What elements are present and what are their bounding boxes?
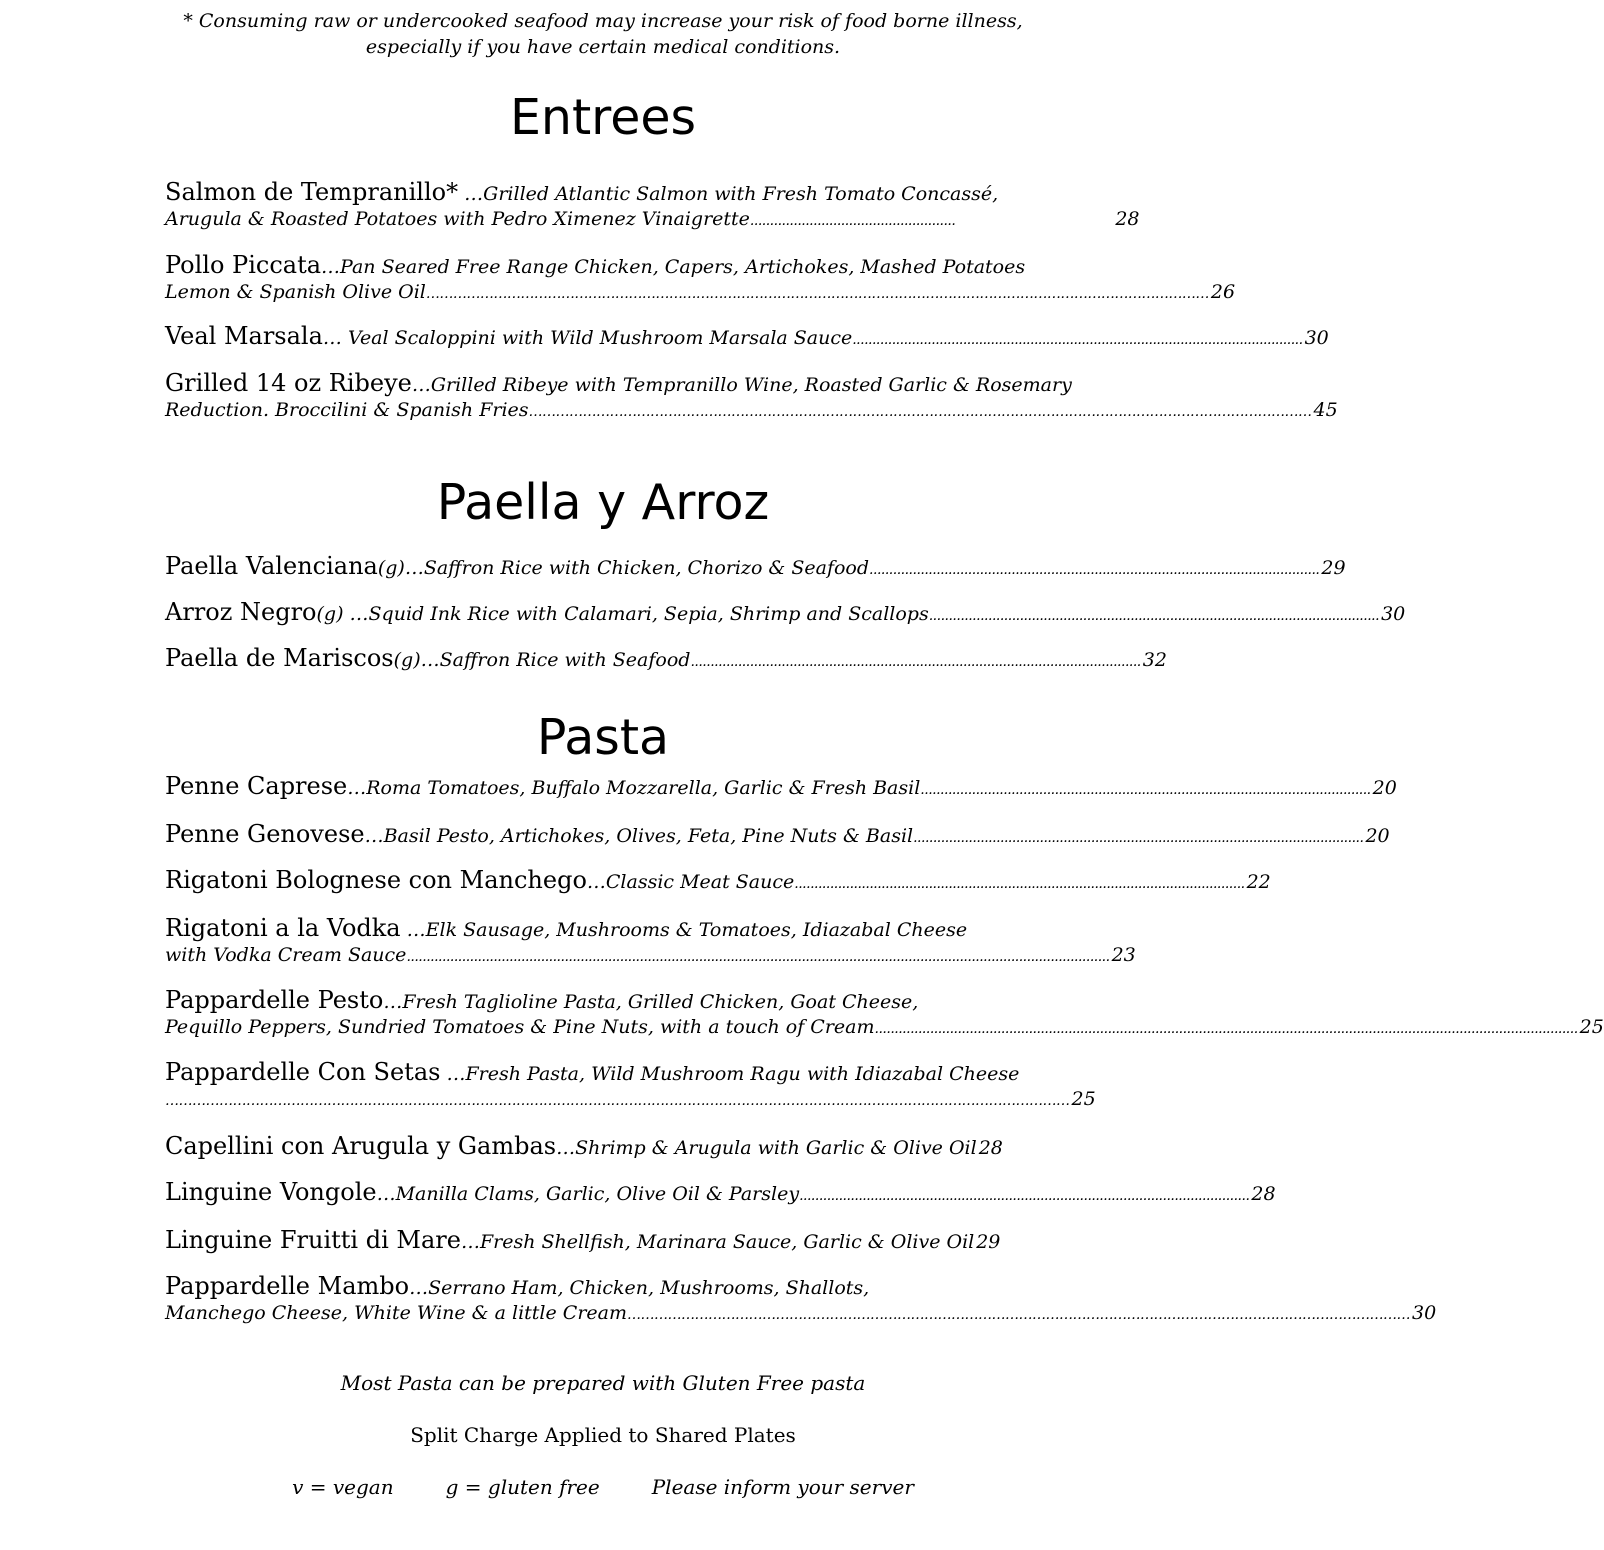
dot-leader: …………………………………………………………………………………………………………………………………………………………	[626, 1307, 1410, 1323]
item-description: (g)…Saffron Rice with Seafood	[393, 649, 691, 671]
menu-item	[165, 772, 1397, 806]
menu-item	[165, 322, 1329, 356]
dot-leader: ..................................................................................................................	[869, 562, 1320, 578]
item-description: (g) …Squid Ink Rice with Calamari, Sepia, Shrimp and Scallops	[316, 603, 929, 625]
item-description: …Elk Sausage, Mushrooms & Tomatoes, Idiazabal Cheese	[400, 919, 968, 941]
menu-item	[165, 178, 1140, 236]
item-description: …Grilled Ribeye with Tempranillo Wine, Roasted Garlic & Rosemary	[411, 374, 1072, 396]
item-name: Pollo Piccata	[165, 251, 322, 279]
dietary-legend	[0, 1474, 1206, 1500]
notice-line-2: especially if you have certain medical conditions.	[365, 36, 841, 58]
item-description: …Classic Meat Sauce	[586, 871, 795, 893]
item-description: …Shrimp & Arugula with Garlic & Olive Oil	[556, 1137, 977, 1159]
dot-leader: ..................................................................................................................	[928, 608, 1380, 624]
item-name: Paella de Mariscos	[165, 644, 394, 672]
legend-gluten-free: g = gluten free	[445, 1475, 600, 1499]
menu-item	[165, 986, 1604, 1044]
section-heading-entrees: Entrees	[509, 89, 697, 146]
item-name: Capellini con Arugula y Gambas	[165, 1132, 557, 1160]
item-price: 30	[1411, 1302, 1437, 1324]
item-price: 28	[1115, 208, 1140, 230]
item-name: Penne Caprese	[165, 772, 348, 800]
legend-inform-server: Please inform your server	[651, 1475, 914, 1499]
legend-vegan: v = vegan	[292, 1475, 394, 1499]
item-price: 25	[1579, 1016, 1604, 1038]
item-price: 28	[978, 1137, 1003, 1159]
dot-leader: ..................................................................................................................	[920, 782, 1371, 798]
dot-leader: ..................................................................................................................	[913, 830, 1364, 846]
item-price: 23	[1111, 944, 1136, 966]
item-price: 30	[1381, 603, 1406, 625]
item-price: 30	[1304, 327, 1329, 349]
section-heading-pasta: Pasta	[536, 709, 670, 766]
item-description: …Serrano Ham, Chicken, Mushrooms, Shallots,	[409, 1277, 870, 1299]
dot-leader: ..................................................................................................................................................................................	[874, 1021, 1578, 1037]
item-name: Arroz Negro	[165, 598, 317, 626]
item-name: Veal Marsala	[165, 322, 323, 350]
menu-item	[165, 1226, 1025, 1260]
menu-item	[165, 598, 1406, 632]
dot-leader: ..................................................................................................................	[852, 332, 1303, 348]
item-description: …Fresh Taglioline Pasta, Grilled Chicken, Goat Cheese,	[383, 991, 919, 1013]
menu-item	[165, 1178, 1276, 1212]
item-name: Salmon de Tempranillo*	[165, 178, 459, 206]
dot-leader: …………………………………………………………………………………………………………………………………………………………	[425, 286, 1209, 302]
menu-item	[165, 866, 1271, 900]
menu-item	[165, 820, 1390, 854]
split-charge-note: Split Charge Applied to Shared Plates	[410, 1423, 796, 1447]
dot-leader: ..................................................................................................................	[799, 1188, 1250, 1204]
item-name: Pappardelle Mambo	[165, 1272, 410, 1300]
item-description: …Basil Pesto, Artichokes, Olives, Feta, Pine Nuts & Basil	[364, 825, 914, 847]
dot-leader: …………………………………………………………………………………………………………………………………………………………………………………	[165, 1093, 1070, 1109]
menu-item	[165, 552, 1346, 586]
item-price: 32	[1142, 649, 1167, 671]
item-description: (g)…Saffron Rice with Chicken, Chorizo & Seafood	[377, 557, 870, 579]
item-description: … Veal Scaloppini with Wild Mushroom Marsala Sauce	[322, 327, 853, 349]
menu-item	[165, 644, 1167, 678]
dot-leader: ....................................................	[749, 213, 1114, 229]
item-price: 29	[1321, 557, 1346, 579]
dot-leader: ..................................................................................................................................................................................	[406, 949, 1110, 965]
item-description: …Roma Tomatoes, Buffalo Mozzarella, Garlic & Fresh Basil	[347, 777, 921, 799]
dot-leader: …………………………………………………………………………………………………………………………………………………………	[528, 404, 1312, 420]
section-heading-paella: Paella y Arroz	[436, 474, 770, 531]
menu-item	[165, 1272, 1437, 1330]
item-price: 20	[1372, 777, 1397, 799]
item-name: Rigatoni Bolognese con Manchego	[165, 866, 587, 894]
item-price: 29	[976, 1231, 1001, 1253]
item-name: Linguine Fruitti di Mare	[165, 1226, 461, 1254]
item-price: 45	[1313, 399, 1338, 421]
item-name: Paella Valenciana	[165, 552, 378, 580]
item-description: …Pan Seared Free Range Chicken, Capers, Artichokes, Mashed Potatoes	[321, 256, 1026, 278]
dot-leader: ..................................................................................................................	[794, 876, 1245, 892]
item-description: …Fresh Pasta, Wild Mushroom Ragu with Idiazabal Cheese	[440, 1063, 1020, 1085]
menu-item	[165, 251, 1236, 309]
item-name: Pappardelle Con Setas	[165, 1058, 441, 1086]
item-description-cont: Pequillo Peppers, Sundried Tomatoes & Pine Nuts, with a touch of Cream	[165, 1016, 875, 1038]
item-name: Penne Genovese	[165, 820, 365, 848]
item-name: Rigatoni a la Vodka	[165, 914, 401, 942]
item-price: 22	[1246, 871, 1271, 893]
item-description-cont: Manchego Cheese, White Wine & a little Cream	[165, 1302, 627, 1324]
item-description-cont: Lemon & Spanish Olive Oil	[165, 281, 426, 303]
item-description-cont: Reduction. Broccilini & Spanish Fries	[165, 399, 529, 421]
dot-leader: ..................................................................................................................	[690, 654, 1141, 670]
item-name: Linguine Vongole	[165, 1178, 377, 1206]
item-description: …Grilled Atlantic Salmon with Fresh Tomato Concassé,	[458, 183, 999, 205]
menu-item	[165, 1132, 1025, 1166]
gluten-free-note: Most Pasta can be prepared with Gluten Free pasta	[340, 1371, 866, 1395]
menu-item	[165, 914, 1136, 972]
seafood-notice	[0, 8, 1206, 60]
item-description: …Fresh Shellfish, Marinara Sauce, Garlic & Olive Oil	[460, 1231, 975, 1253]
item-price: 20	[1365, 825, 1390, 847]
item-name: Grilled 14 oz Ribeye	[165, 369, 412, 397]
item-description-cont: Arugula & Roasted Potatoes with Pedro Ximenez Vinaigrette	[165, 208, 750, 230]
notice-line-1: * Consuming raw or undercooked seafood may increase your risk of food borne illness,	[183, 10, 1023, 32]
item-price: 28	[1251, 1183, 1276, 1205]
item-description-cont: with Vodka Cream Sauce	[165, 944, 407, 966]
menu-item	[165, 1058, 1096, 1116]
item-description: …Manilla Clams, Garlic, Olive Oil & Parsley	[376, 1183, 800, 1205]
item-price: 26	[1210, 281, 1236, 303]
item-name: Pappardelle Pesto	[165, 986, 384, 1014]
menu-item	[165, 369, 1338, 427]
item-price: 25	[1071, 1088, 1096, 1110]
